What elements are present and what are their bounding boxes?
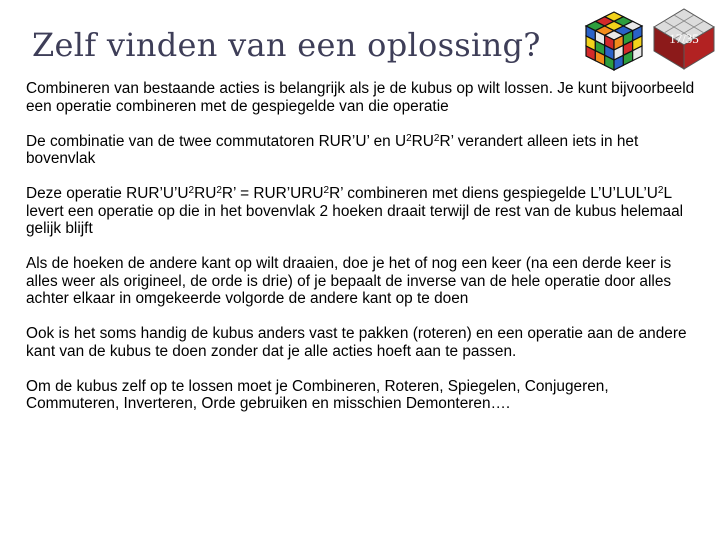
- superscript: 2: [433, 132, 440, 144]
- paragraph: [26, 255, 706, 308]
- page-number: 17/35: [669, 31, 699, 46]
- paragraph: [26, 133, 706, 168]
- paragraph-text: Combineren van bestaande acties is belangrijk als je de kubus op wilt lossen. Je kunt bijvoorbeeld een operatie combineren met de gespiegelde van die operatie: [26, 80, 695, 115]
- paragraph-text: De combinatie van de twee commutatoren RUR’U’ en U: [26, 132, 407, 150]
- paragraph: [26, 80, 706, 115]
- page-number-badge: [648, 5, 718, 71]
- paragraph-text: Ook is het soms handig de kubus anders vast te pakken (roteren) en een operatie aan de andere kant van de kubus te doen zonder dat je alle acties hoeft aan te passen.: [26, 325, 687, 360]
- superscript: 2: [216, 185, 222, 196]
- paragraph: [26, 185, 706, 238]
- superscript: 2: [323, 185, 330, 196]
- rubiks-cube-icon: [582, 8, 646, 72]
- paragraph-text: L levert een operatie op die in het bovenvlak 2 hoeken draait terwijl de rest van de kubus helemaal gelijk blijft: [26, 185, 684, 237]
- paragraph-text: Deze operatie RUR’U’U: [26, 185, 189, 202]
- paragraph-text: Om de kubus zelf op te lossen moet je Combineren, Roteren, Spiegelen, Conjugeren, Commuteren, Inverteren, Orde gebruiken en misschien Demonteren….: [26, 377, 609, 412]
- paragraph-text: R’ = RUR’URU: [221, 185, 324, 202]
- superscript: 2: [657, 185, 664, 196]
- paragraph-text: RU: [194, 185, 217, 202]
- superscript: 2: [406, 132, 412, 144]
- paragraph: [26, 325, 706, 360]
- paragraph-text: RU: [411, 132, 434, 150]
- paragraph-text: Als de hoeken de andere kant op wilt draaien, doe je het of nog een keer (na een derde keer is alles weer als origineel, de orde is drie) of je bepaalt de inverse van de hele operatie door alles achter elkaar in omgekeerde volgorde de andere kant op te doen: [26, 255, 672, 307]
- paragraph-text: R’ verandert alleen iets in het bovenvlak: [26, 132, 639, 167]
- paragraph-text: R’ combineren met diens gespiegelde L’U’LUL’U: [329, 185, 658, 202]
- superscript: 2: [188, 185, 195, 196]
- paragraph: [26, 378, 706, 413]
- slide-body: [26, 80, 706, 430]
- slide-title: Zelf vinden van een oplossing?: [32, 26, 541, 64]
